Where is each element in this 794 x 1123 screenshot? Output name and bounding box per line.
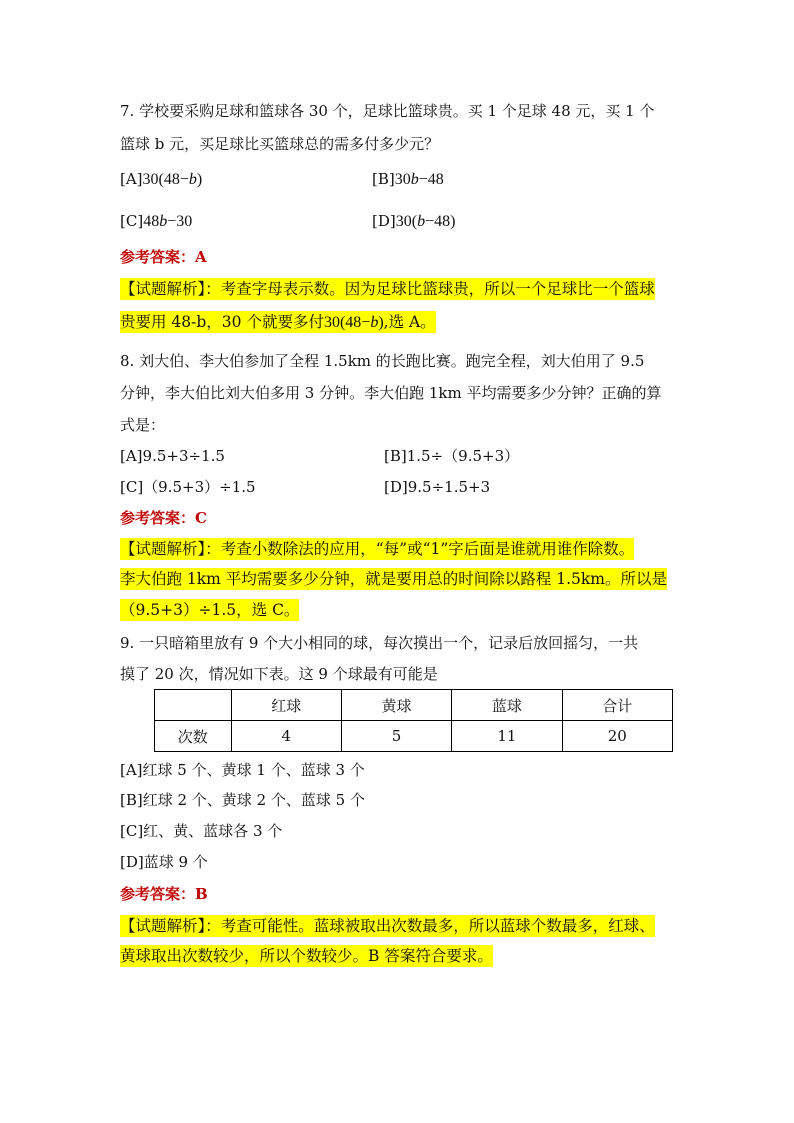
q7-analysis-line1: 【试题解析】：考查字母表示数。因为足球比篮球贵，所以一个足球比一个篮球 (120, 280, 655, 298)
option-label: [B] (372, 170, 395, 188)
option-expression: 30(b−48) (395, 213, 456, 230)
q8-option-c[interactable]: [C]（9.5+3）÷1.5 (120, 478, 256, 496)
table-cell: 4 (231, 721, 341, 752)
q7-option-d[interactable] (372, 211, 455, 232)
table-row-label: 次数 (155, 721, 232, 752)
q9-stem-line1: 9. 一只暗箱里放有 9 个大小相同的球，每次摸出一个，记录后放回摇匀，一共 (120, 634, 639, 652)
table-header-row (155, 690, 673, 721)
q8-analysis-line2: 李大伯跑 1km 平均需要多少分钟，就是要用总的时间除以路程 1.5km。所以是 (120, 570, 667, 588)
q8-stem-line1: 8. 刘大伯、李大伯参加了全程 1.5km 的长跑比赛。跑完全程，刘大伯用了 9.5 (120, 352, 645, 370)
table-cell: 5 (341, 721, 451, 752)
ball-count-table (154, 689, 673, 752)
q9-option-c[interactable]: [C]红、黄、蓝球各 3 个 (120, 822, 283, 840)
option-expression: 48b−30 (143, 213, 193, 230)
option-expression: 30(48−b) (142, 171, 203, 188)
q9-option-b[interactable]: [B]红球 2 个、黄球 2 个、蓝球 5 个 (120, 791, 365, 809)
q7-analysis-line2: 贵要用 48-b，30 个就要多付30(48−b),选 A。 (120, 313, 436, 331)
q9-option-a[interactable]: [A]红球 5 个、黄球 1 个、蓝球 3 个 (120, 761, 365, 779)
q9-stem-line2: 摸了 20 次，情况如下表。这 9 个球最有可能是 (120, 665, 438, 683)
table-row (155, 721, 673, 752)
table-header-cell: 蓝球 (452, 690, 562, 721)
table-cell: 11 (452, 721, 562, 752)
q8-stem-line3: 式是： (120, 416, 166, 434)
q8-answer: 参考答案：C (120, 509, 207, 527)
q7-answer: 参考答案：A (120, 248, 207, 266)
option-label: [A] (120, 170, 143, 188)
q8-option-d[interactable]: [D]9.5÷1.5+3 (384, 478, 491, 496)
q9-analysis-line2: 黄球取出次数较少，所以个数较少。B 答案符合要求。 (120, 947, 493, 965)
q8-analysis-line3: （9.5+3）÷1.5，选 C。 (120, 601, 300, 619)
q8-analysis-line1: 【试题解析】：考查小数除法的应用，“每”或“1”字后面是谁就用谁作除数。 (120, 540, 635, 558)
q8-option-a[interactable]: [A]9.5+3÷1.5 (120, 447, 225, 465)
option-label: [D] (372, 212, 396, 230)
table-header-cell (155, 690, 232, 721)
table-header-cell: 黄球 (341, 690, 451, 721)
q8-option-b[interactable]: [B]1.5÷（9.5+3） (384, 447, 520, 465)
q8-stem-line2: 分钟，李大伯比刘大伯多用 3 分钟。李大伯跑 1km 平均需要多少分钟？正确的算 (120, 384, 662, 402)
option-label: [C] (120, 212, 144, 230)
table-cell: 20 (562, 721, 672, 752)
q9-option-d[interactable]: [D]蓝球 9 个 (120, 853, 208, 871)
q7-option-c[interactable] (120, 211, 192, 232)
table-header-cell: 合计 (562, 690, 672, 721)
q7-option-a[interactable] (120, 169, 202, 190)
q9-answer: 参考答案：B (120, 885, 208, 903)
table-header-cell: 红球 (231, 690, 341, 721)
option-expression: 30b−48 (394, 171, 444, 188)
q7-stem-line1: 7. 学校要采购足球和篮球各 30 个，足球比篮球贵。买 1 个足球 48 元，买 1 个 (120, 102, 655, 120)
q9-analysis-line1: 【试题解析】：考查可能性。蓝球被取出次数最多，所以蓝球个数最多，红球、 (120, 917, 655, 935)
q7-option-b[interactable] (372, 169, 444, 190)
q7-stem-line2: 篮球 b 元，买足球比买篮球总的需多付多少元？ (120, 135, 440, 153)
